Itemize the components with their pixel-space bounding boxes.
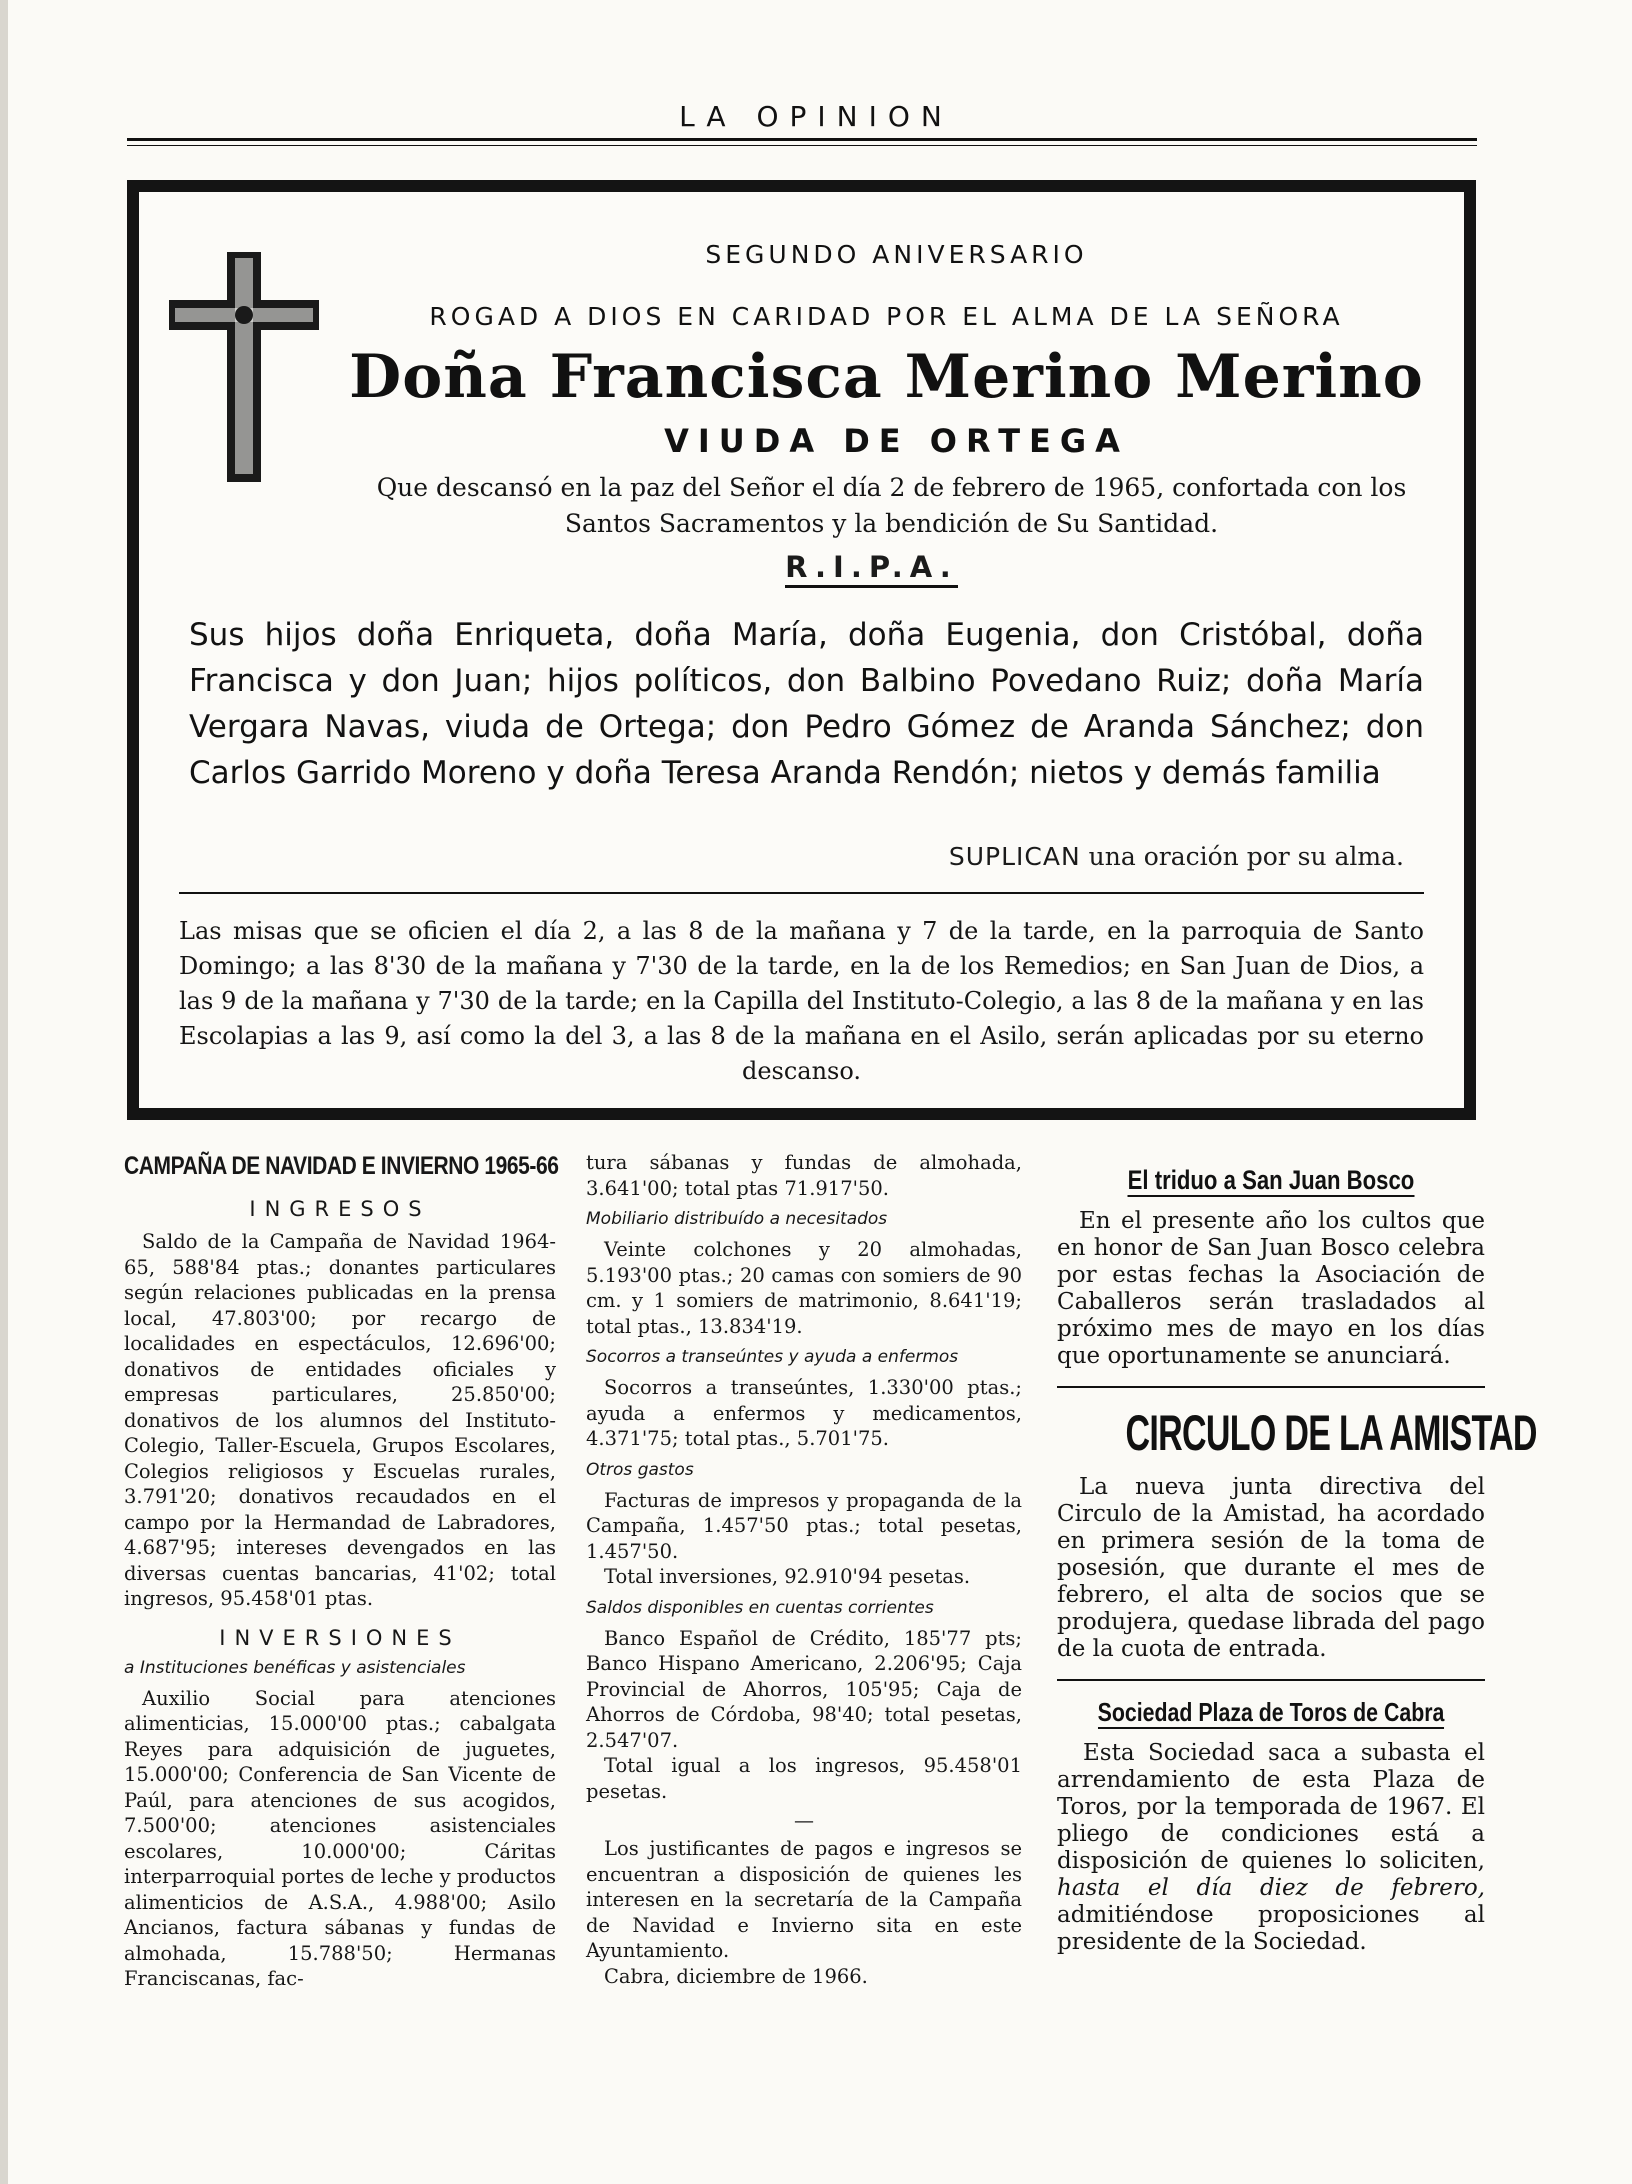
obituary-divider — [179, 892, 1424, 894]
sociedad-title — [1096, 1697, 1447, 1728]
saldos-text: Banco Español de Crédito, 185'77 pts; Banco Hispano Americano, 2.206'95; Caja Provincial de Ahorros, 105'95; Caja de Ahorros de Córdoba, 98'40; total pesetas, 2.547'07. — [586, 1626, 1022, 1752]
mobiliario-heading: Mobiliario distribuído a necesitados — [586, 1209, 888, 1229]
rest-line-1: Que descansó en la paz del Señor el día 2 de febrero de 1965, confortada con los — [376, 473, 1407, 502]
header-rule — [127, 138, 1477, 141]
ripa — [319, 550, 1424, 584]
signature: Cabra, diciembre de 1966. — [604, 1964, 868, 1988]
sociedad-text-italic: hasta el día diez de febrero, — [1057, 1875, 1485, 1901]
sociedad-text — [1057, 1740, 1485, 1956]
socorros-heading: Socorros a transeúntes y ayuda a enfermos — [586, 1347, 959, 1367]
anniversary-label: SEGUNDO ANIVERSARIO — [705, 240, 1088, 269]
instituciones-text: Auxilio Social para atenciones alimenticias, 15.000'00 ptas.; cabalgata Reyes para adquisición de juguetes, 15.000'00; Conferencia de San Vicente de Paúl, para atenciones de sus acogidos, 7.500'00; atenciones asistenciales escolares, 10.000'00; Cáritas interparroquial portes de leche y productos alimenticios de A.S.A., 4.988'00; Asilo Ancianos, factura sábanas y fundas de almohada, 15.788'50; Hermanas Franciscanas, fac- — [124, 1686, 556, 1990]
continued-text: tura sábanas y fundas de almohada, 3.641'00; total ptas 71.917'50. — [586, 1151, 1022, 1200]
widow-of: VIUDA DE ORTEGA — [664, 422, 1129, 460]
otros-gastos-heading: Otros gastos — [586, 1459, 694, 1480]
triduo-title-text: El triduo a San Juan Bosco — [1127, 1165, 1415, 1195]
family-list: Sus hijos doña Enriqueta, doña María, doña Eugenia, don Cristóbal, doña Francisca y don Juan; hijos políticos, don Balbino Povedano Ruiz; doña María Vergara Navas, viuda de Ortega; don Pedro Gómez de Aranda Sánchez; don Carlos Garrido Moreno y doña Teresa Aranda Rendón; nietos y demás familia — [189, 617, 1424, 791]
ingresos-heading: INGRESOS — [249, 1197, 431, 1221]
news-column-3 — [1057, 1150, 1537, 1956]
instituciones-heading: a Instituciones benéficas y asistenciales — [124, 1657, 466, 1678]
sociedad-text-1: Esta Sociedad saca a subasta el arrendamiento de esta Plaza de Toros, por la temporada de 1967. El pliego de condiciones está a disposición de quienes lo soliciten, — [1057, 1740, 1485, 1874]
campaign-title: CAMPAÑA DE NAVIDAD E INVIERNO 1965-66 — [124, 1152, 559, 1180]
rest-statement — [359, 470, 1424, 542]
ingresos-text: Saldo de la Campaña de Navidad 1964-65, 588'84 ptas.; donantes particulares según relaciones publicadas en la prensa local, 47.803'00; por recargo de localidades en espectáculos, 12.696'00; donativos de entidades oficiales y empresas particulares, 25.850'00; donativos de los alumnos del Instituto-Colegio, Taller-Escuela, Grupos Escolares, Colegios religiosos y Escuelas rurales, 3.791'20; donativos recaudados en el campo por la Hermandad de Labradores, 4.687'95; intereses devengados en las diversas cuentas bancarias, 41'02; total ingresos, 95.458'01 ptas. — [124, 1230, 556, 1610]
total-igual: Total igual a los ingresos, 95.458'01 pesetas. — [586, 1754, 1022, 1803]
section-dash: — — [794, 1808, 814, 1832]
otros-gastos-text: Facturas de impresos y propaganda de la Campaña, 1.457'50 ptas.; total pesetas, 1.457'50. — [586, 1488, 1022, 1563]
circulo-title: CIRCULO DE LA AMISTAD — [1125, 1405, 1537, 1461]
prayer-request: ROGAD A DIOS EN CARIDAD POR EL ALMA DE LA SEÑORA — [429, 302, 1344, 331]
justificantes-text: Los justificantes de pagos e ingresos se encuentran a disposición de quienes les interesen en la secretaría de la Campaña de Navidad e Invierno sita en este Ayuntamiento. — [586, 1837, 1022, 1962]
obituary-notice — [127, 180, 1476, 1120]
masses-schedule: Las misas que se oficien el día 2, a las 8 de la mañana y 7 de la tarde, en la parroquia de Santo Domingo; a las 8'30 de la mañana y 7'30 de la tarde, en la de los Remedios; en San Juan de Dios, a las 9 de la mañana y 7'30 de la tarde; en la Capilla del Instituto-Colegio, a las 8 de la mañana y en las Escolapias a las 9, así como la del 3, a las 8 de la mañana en el Asilo, serán aplicadas por su eterno descanso. — [179, 917, 1424, 1085]
triduo-text: En el presente año los cultos que en honor de San Juan Bosco celebra por estas fechas la Asociación de Caballeros serán trasladados al próximo mes de mayo en los días que oportunamente se anunciará. — [1057, 1208, 1485, 1369]
circulo-text: La nueva junta directiva del Circulo de la Amistad, ha acordado en primera sesión de la toma de posesión, que durante el mes de febrero, el alta de socios que se produjera, quedase librada del pago de la cuota de entrada. — [1057, 1474, 1485, 1662]
total-inversiones: Total inversiones, 92.910'94 pesetas. — [604, 1565, 971, 1588]
suplican-caps: SUPLICAN — [948, 842, 1081, 871]
rest-line-2: Santos Sacramentos y la bendición de Su Santidad. — [564, 509, 1219, 538]
column-divider — [1057, 1386, 1485, 1388]
sociedad-title-text: Sociedad Plaza de Toros de Cabra — [1097, 1697, 1445, 1727]
cross-icon — [169, 252, 319, 482]
page-edge — [0, 0, 8, 2184]
suplican-rest: una oración por su alma. — [1088, 842, 1404, 871]
campaign-column-1 — [124, 1150, 559, 1992]
suplican-line — [949, 842, 1404, 871]
header-rule-thin — [127, 145, 1477, 146]
socorros-text: Socorros a transeúntes, 1.330'00 ptas.; ayuda a enfermos y medicamentos, 4.371'75; total ptas., 5.701'75. — [586, 1376, 1022, 1450]
column-divider — [1057, 1679, 1485, 1681]
campaign-column-2 — [586, 1150, 1022, 1989]
deceased-name: Doña Francisca Merino Merino — [349, 342, 1424, 412]
mobiliario-text: Veinte colchones y 20 almohadas, 5.193'00 ptas.; 20 camas con somiers de 90 cm. y 1 somiers de matrimonio, 8.641'19; total ptas., 13.834'19. — [586, 1238, 1022, 1338]
newspaper-title: LA OPINION — [679, 100, 953, 133]
inversiones-heading: INVERSIONES — [219, 1625, 461, 1650]
ripa-text: R.I.P.A. — [785, 550, 958, 588]
triduo-title — [1096, 1165, 1447, 1196]
saldos-heading: Saldos disponibles en cuentas corrientes — [586, 1597, 934, 1618]
sociedad-text-2: admitiéndose proposiciones al presidente de la Sociedad. — [1057, 1902, 1485, 1955]
